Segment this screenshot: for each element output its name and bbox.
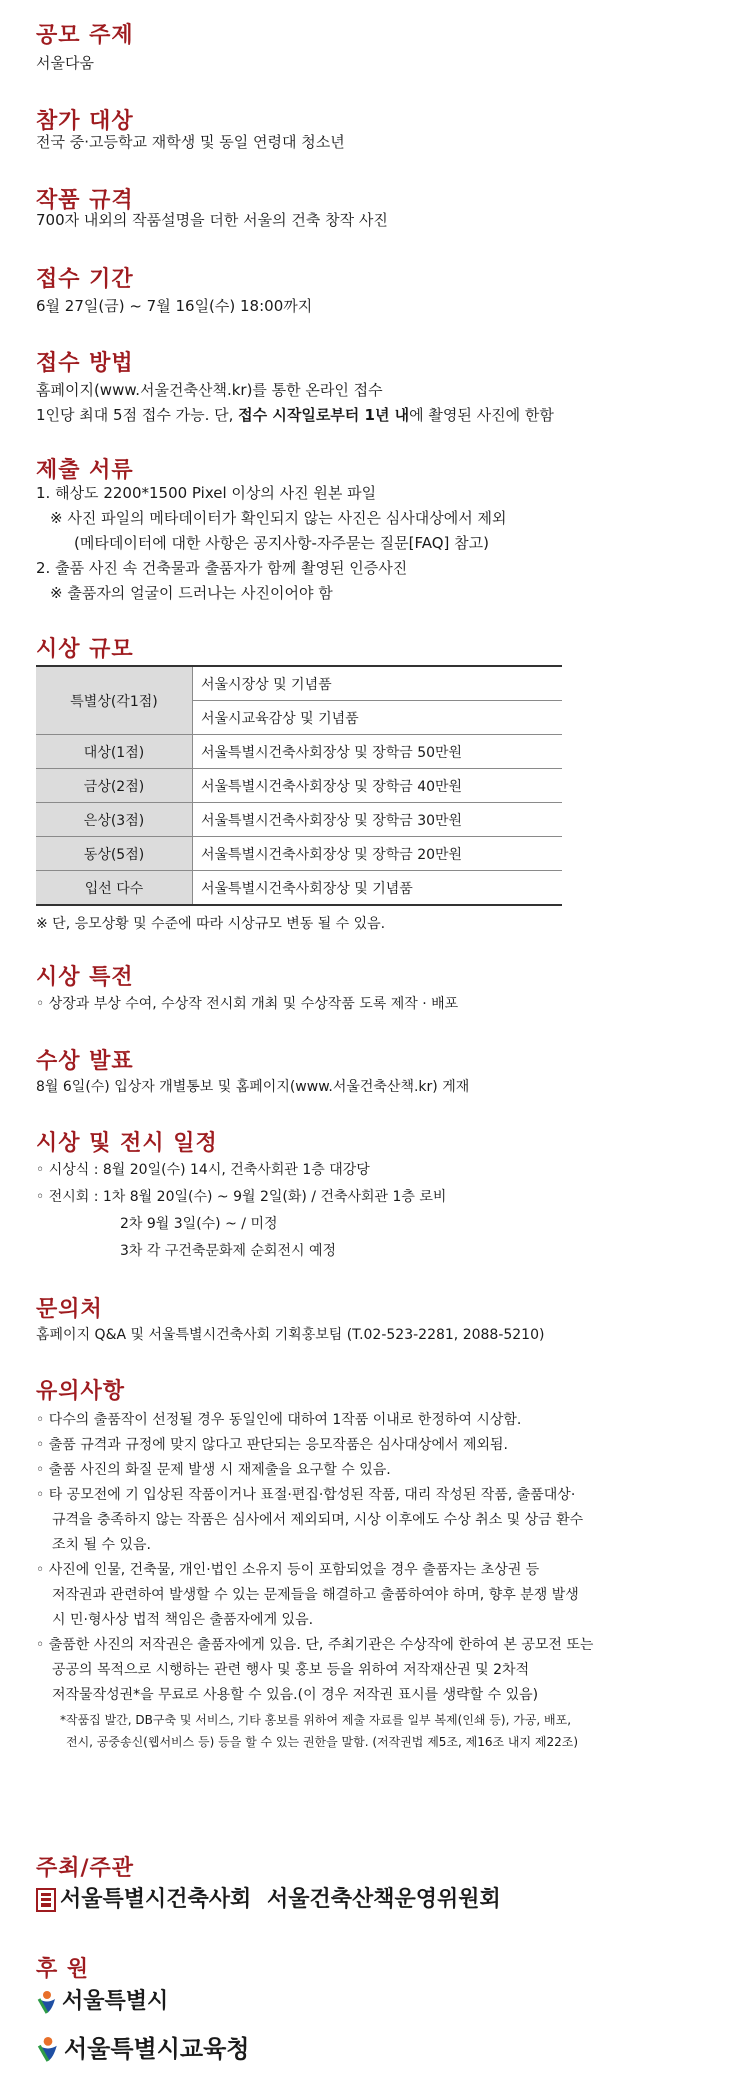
benefits-heading: 시상 특전 [36, 965, 134, 990]
period-text: 6월 27일(금) ~ 7월 16일(수) 18:00까지 [36, 297, 313, 315]
notes-line: ◦ 출품 규격과 규정에 맞지 않다고 판단되는 응모작품은 심사대상에서 제외됨. [36, 1437, 509, 1453]
award-value: 서울특별시건축사회장상 및 장학금 20만원 [193, 837, 563, 871]
table-row [36, 769, 562, 803]
organizer-names [60, 1885, 501, 1915]
seoul-education-logo-icon [36, 2035, 60, 2067]
award-value: 서울시장상 및 기념품 [193, 666, 563, 701]
documents-line: ※ 사진 파일의 메타데이터가 확인되지 않는 사진은 심사대상에서 제외 [50, 509, 507, 527]
method-line-1: 홈페이지(www.서울건축산책.kr)를 통한 온라인 접수 [36, 381, 383, 399]
awards-heading: 시상 규모 [36, 637, 134, 662]
notes-line: 저작물작성권*을 무료로 사용할 수 있음.(이 경우 저작권 표시를 생략할 수 있음) [52, 1687, 539, 1703]
schedule-line: ◦ 시상식 : 8월 20일(수) 14시, 건축사회관 1층 대강당 [36, 1162, 370, 1178]
award-label: 동상(5점) [36, 837, 193, 871]
period-heading: 접수 기간 [36, 267, 134, 292]
spec-text: 700자 내외의 작품설명을 더한 서울의 건축 창작 사진 [36, 211, 388, 229]
benefits-text: ◦ 상장과 부상 수여, 수상작 전시회 개최 및 수상작품 도록 제작 · 배포 [36, 996, 459, 1012]
award-value: 서울특별시건축사회장상 및 장학금 50만원 [193, 735, 563, 769]
organizer-name: 서울특별시건축사회 [60, 1887, 252, 1912]
schedule-line: 3차 각 구건축문화제 순회전시 예정 [120, 1243, 337, 1259]
notes-line: ◦ 다수의 출품작이 선정될 경우 동일인에 대하여 1작품 이내로 한정하여 시상함. [36, 1412, 522, 1428]
method-line-2-pre: 1인당 최대 5점 접수 가능. 단, [36, 406, 239, 424]
notes-footnote: 전시, 공중송신(웹서비스 등) 등을 할 수 있는 권한을 말함. (저작권법 제5조, 제16조 내지 제22조) [66, 1735, 579, 1749]
award-value: 서울특별시건축사회장상 및 기념품 [193, 871, 563, 906]
method-heading: 접수 방법 [36, 351, 134, 376]
organizer-heading: 주최/주관 [36, 1856, 135, 1881]
notes-line: ◦ 사진에 인물, 건축물, 개인·법인 소유지 등이 포함되었을 경우 출품자는 초상권 등 [36, 1562, 540, 1578]
announce-heading: 수상 발표 [36, 1049, 134, 1074]
award-label: 입선 다수 [36, 871, 193, 906]
award-label: 특별상(각1점) [36, 666, 193, 735]
awards-note: ※ 단, 응모상황 및 수준에 따라 시상규모 변동 될 수 있음. [36, 916, 386, 932]
schedule-line: 2차 9월 3일(수) ~ / 미정 [120, 1216, 278, 1232]
schedule-heading: 시상 및 전시 일정 [36, 1131, 218, 1156]
method-line-2-bold: 접수 시작일로부터 1년 내 [238, 406, 410, 424]
notes-line: ◦ 출품한 사진의 저작권은 출품자에게 있음. 단, 주최기관은 수상작에 한하여 본 공모전 또는 [36, 1637, 594, 1653]
notes-line: ◦ 출품 사진의 화질 문제 발생 시 재제출을 요구할 수 있음. [36, 1462, 391, 1478]
method-line-2 [36, 405, 554, 425]
notes-line: 공공의 목적으로 시행하는 관련 행사 및 홍보 등을 위하여 저작재산권 및 2차적 [52, 1662, 530, 1678]
contact-text: 홈페이지 Q&A 및 서울특별시건축사회 기획홍보팀 (T.02-523-2281, 2088-5210) [36, 1327, 545, 1343]
table-row [36, 837, 562, 871]
notes-line: 조치 될 수 있음. [52, 1537, 151, 1553]
schedule-line: ◦ 전시회 : 1차 8월 20일(수) ~ 9월 2일(화) / 건축사회관 1층 로비 [36, 1189, 447, 1205]
announce-text: 8월 6일(수) 입상자 개별통보 및 홈페이지(www.서울건축산책.kr) 게재 [36, 1079, 470, 1095]
notes-heading: 유의사항 [36, 1379, 126, 1404]
award-value: 서울시교육감상 및 기념품 [193, 701, 563, 735]
notes-footnote: *작품집 발간, DB구축 및 서비스, 기타 홍보를 위하여 제출 자료를 일부 복제(인쇄 등), 가공, 배포, [60, 1713, 572, 1727]
seoul-city-logo-icon [36, 1990, 58, 2018]
notes-line: 규격을 충족하지 않는 작품은 심사에서 제외되며, 시상 이후에도 수상 취소 및 상금 환수 [52, 1512, 584, 1528]
notes-line: 시 민·형사상 법적 책임은 출품자에게 있음. [52, 1612, 314, 1628]
award-label: 은상(3점) [36, 803, 193, 837]
documents-line: (메타데이터에 대한 사항은 공지사항-자주묻는 질문[FAQ] 참고) [74, 534, 489, 552]
table-row [36, 803, 562, 837]
documents-heading: 제출 서류 [36, 458, 134, 483]
spec-heading: 작품 규격 [36, 188, 134, 213]
award-label: 금상(2점) [36, 769, 193, 803]
notes-line: 저작권과 관련하여 발생할 수 있는 문제들을 해결하고 출품하여야 하며, 향후 분쟁 발생 [52, 1587, 579, 1603]
seoul-architects-logo-icon [36, 1888, 56, 1916]
organizer-name: 서울건축산책운영위원회 [266, 1887, 501, 1912]
method-line-2-post: 에 촬영된 사진에 한함 [409, 406, 554, 424]
eligibility-text: 전국 중·고등학교 재학생 및 동일 연령대 청소년 [36, 133, 345, 151]
award-label: 대상(1점) [36, 735, 193, 769]
topic-text: 서울다움 [36, 54, 94, 72]
documents-line: ※ 출품자의 얼굴이 드러나는 사진이어야 함 [50, 584, 333, 602]
table-row [36, 735, 562, 769]
award-value: 서울특별시건축사회장상 및 장학금 40만원 [193, 769, 563, 803]
eligibility-heading: 참가 대상 [36, 109, 134, 134]
sponsor-name: 서울특별시교육청 [64, 2035, 250, 2063]
documents-line: 1. 해상도 2200*1500 Pixel 이상의 사진 원본 파일 [36, 484, 377, 502]
contact-heading: 문의처 [36, 1297, 103, 1322]
sponsor-name: 서울특별시 [62, 1989, 169, 2014]
documents-line: 2. 출품 사진 속 건축물과 출품자가 함께 촬영된 인증사진 [36, 559, 408, 577]
sponsor-heading: 후 원 [36, 1957, 90, 1982]
notes-line: ◦ 타 공모전에 기 입상된 작품이거나 표절·편집·합성된 작품, 대리 작성된 작품, 출품대상· [36, 1487, 576, 1503]
award-value: 서울특별시건축사회장상 및 장학금 30만원 [193, 803, 563, 837]
topic-heading: 공모 주제 [36, 23, 134, 48]
table-row [36, 666, 562, 701]
awards-table [36, 665, 562, 906]
table-row [36, 871, 562, 906]
